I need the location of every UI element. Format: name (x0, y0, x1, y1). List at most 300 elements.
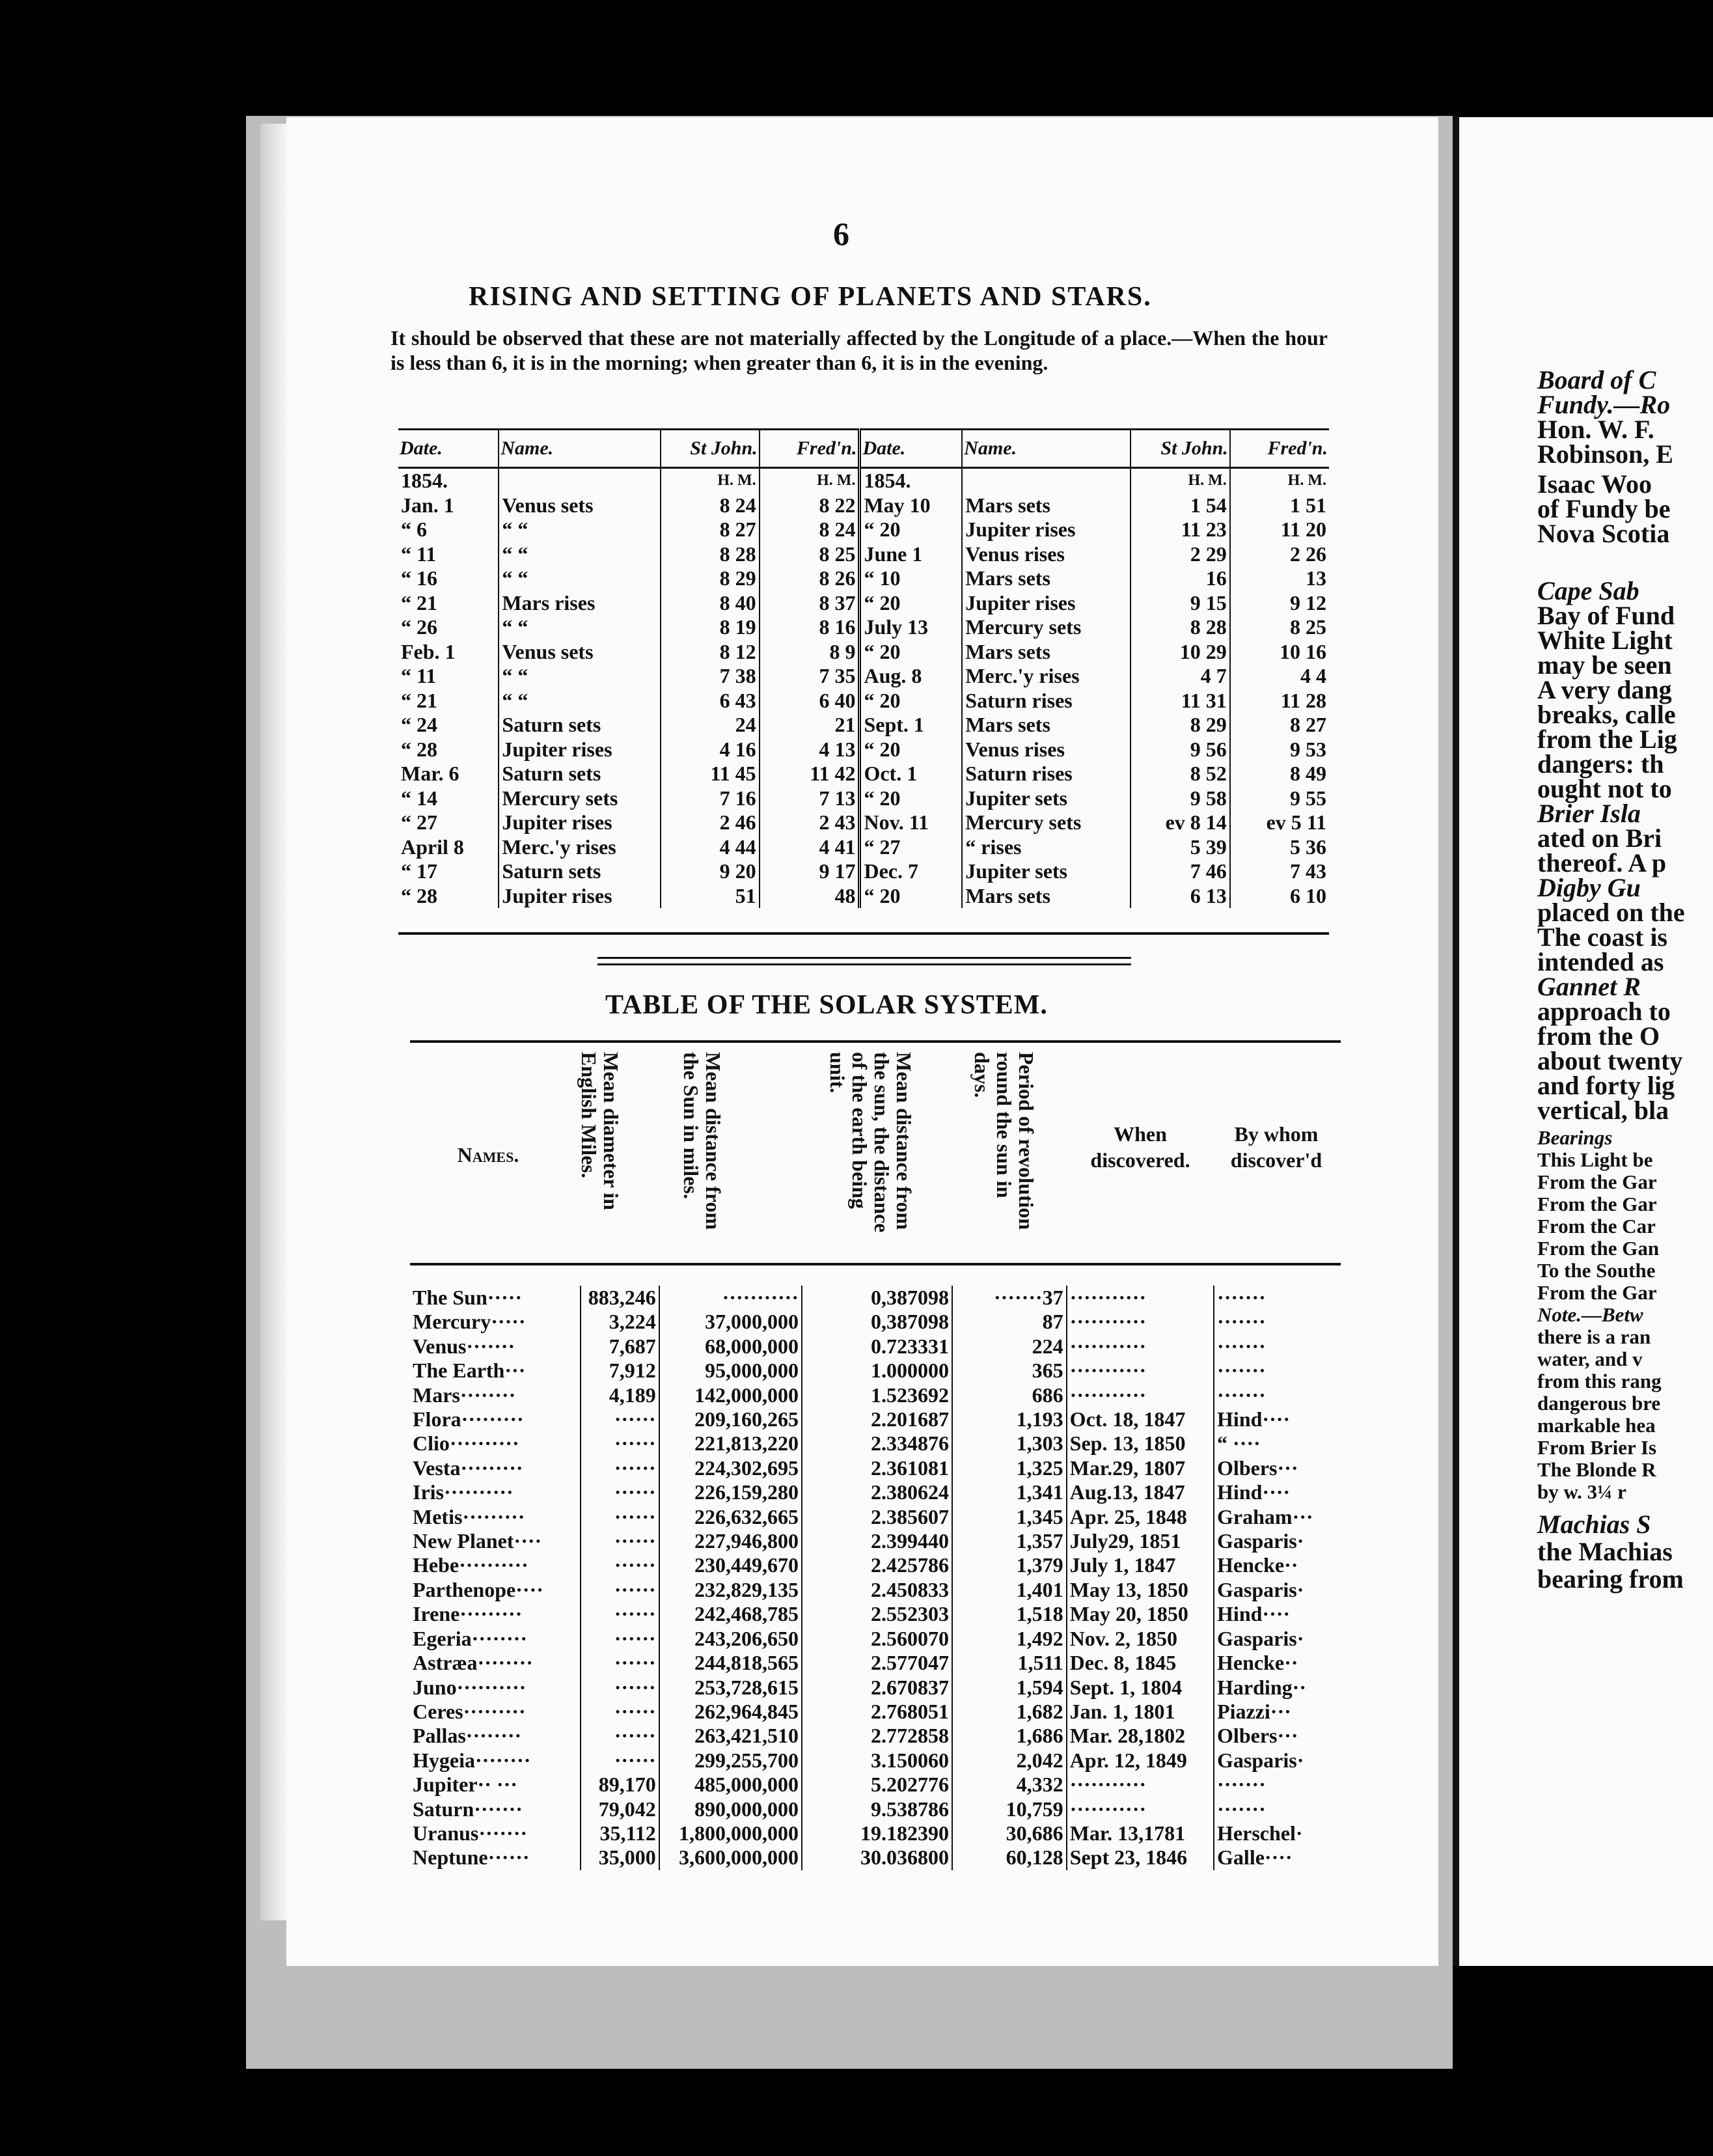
right-page-line: Cape Sab (1537, 576, 1639, 605)
cell-distance: 890,000,000 (659, 1797, 802, 1821)
cell-discoverer: Harding·· (1214, 1676, 1341, 1700)
planets-row (398, 566, 1329, 591)
cell-date-left: “ 6 (401, 518, 427, 541)
cell-date-right: “ 20 (864, 590, 901, 615)
cell-fredn-left: 8 37 (760, 591, 860, 616)
cell-period: 1,379 (952, 1553, 1067, 1577)
right-page-line: may be seen (1537, 650, 1672, 680)
planets-table (398, 428, 1329, 908)
right-page-line: From Brier Is (1537, 1436, 1657, 1459)
cell-when-discovered: Sept 23, 1846 (1067, 1845, 1214, 1870)
cell-distance: 244,818,565 (659, 1651, 802, 1675)
right-page-line: intended as (1537, 947, 1664, 976)
right-page-line: Machias S (1537, 1510, 1651, 1539)
cell-stjohn-left: 51 (661, 884, 759, 909)
cell-stjohn-right: 2 29 (1131, 542, 1230, 567)
cell-fredn-right: 10 16 (1230, 640, 1329, 665)
cell-diameter: 883,246 (581, 1286, 659, 1310)
cell-relative-distance: 0.723331 (802, 1334, 952, 1359)
cell-diameter: ······ (581, 1627, 659, 1651)
cell-distance: 226,159,280 (659, 1480, 802, 1504)
cell-distance: 263,421,510 (659, 1724, 802, 1748)
cell-distance: 68,000,000 (659, 1334, 802, 1359)
cell-date-left: “ 16 (401, 566, 437, 590)
planets-row (398, 738, 1329, 762)
cell-relative-distance: 2.450833 (802, 1578, 952, 1602)
cell-stjohn-right: 5 39 (1131, 835, 1230, 860)
header-relative: Mean distance from the sun, the distance of the earth being unit. (826, 1052, 916, 1233)
cell-diameter: ······ (581, 1578, 659, 1602)
cell-stjohn-left: 6 43 (661, 689, 759, 713)
header-fredn-right: Fred'n. (1230, 430, 1329, 468)
cell-name-right: Jupiter sets (962, 786, 1130, 811)
cell-period: 60,128 (952, 1845, 1067, 1870)
cell-date-right: “ 20 (864, 786, 901, 810)
cell-name-right: Mars sets (962, 640, 1130, 665)
cell-date-right: “ 10 (864, 566, 901, 590)
cell-name-left: Saturn sets (499, 762, 661, 786)
header-diameter: Mean diameter in English Miles. (577, 1052, 623, 1210)
cell-diameter: ······ (581, 1700, 659, 1724)
cell-relative-distance: 5.202776 (802, 1773, 952, 1797)
right-page-line: Robinson, E (1537, 439, 1673, 469)
page-number: 6 (833, 215, 849, 252)
cell-name: Ceres········· (413, 1699, 526, 1723)
cell-name-left: “ “ (499, 518, 661, 542)
right-page-line: from the O (1537, 1021, 1660, 1051)
cell-relative-distance: 0,387098 (802, 1310, 952, 1334)
cell-date-left: “ 21 (401, 688, 437, 712)
cell-relative-distance: 9.538786 (802, 1797, 952, 1821)
cell-discoverer: Olbers··· (1214, 1456, 1341, 1480)
cell-discoverer: Hind···· (1214, 1480, 1341, 1504)
cell-when-discovered: July29, 1851 (1067, 1529, 1214, 1553)
cell-fredn-right: ev 5 11 (1230, 810, 1329, 835)
cell-date-left: “ 28 (401, 883, 437, 907)
cell-relative-distance: 2.380624 (802, 1480, 952, 1504)
cell-relative-distance: 2.425786 (802, 1553, 952, 1577)
cell-name: Egeria········ (413, 1626, 528, 1650)
cell-name-right: Merc.'y rises (962, 664, 1130, 689)
cell-date-left: “ 27 (401, 810, 437, 834)
right-page-line: bearing from (1537, 1564, 1684, 1594)
cell-distance: 262,964,845 (659, 1700, 802, 1724)
right-page-line: Brier Isla (1537, 799, 1641, 828)
cell-date-left: “ 11 (401, 542, 437, 566)
cell-date-left: “ 24 (401, 713, 437, 736)
cell-stjohn-right: 11 23 (1131, 518, 1230, 542)
cell-period: 1,511 (952, 1651, 1067, 1675)
right-page-line: water, and v (1537, 1348, 1643, 1370)
cell-stjohn-right: 8 29 (1131, 713, 1230, 738)
cell-date-left: “ 28 (401, 737, 437, 761)
cell-stjohn-left: 8 27 (661, 518, 759, 542)
cell-distance: 224,302,695 (659, 1456, 802, 1480)
solar-row (410, 1845, 1341, 1870)
cell-fredn-right: 8 49 (1230, 762, 1329, 786)
cell-fredn-right: 9 12 (1230, 591, 1329, 616)
header-name-right: Name. (962, 430, 1130, 468)
cell-date-right: “ 20 (864, 688, 901, 712)
cell-discoverer: ······· (1214, 1286, 1341, 1310)
planets-row (398, 689, 1329, 713)
cell-distance: 3,600,000,000 (659, 1845, 802, 1870)
header-period: Period of revolution round the sun in days. (970, 1052, 1038, 1230)
cell-discoverer: Galle···· (1214, 1845, 1341, 1870)
cell-distance: 230,449,670 (659, 1553, 802, 1577)
cell-period: 1,341 (952, 1480, 1067, 1504)
cell-when-discovered: Mar. 13,1781 (1067, 1821, 1214, 1845)
cell-relative-distance: 1.523692 (802, 1383, 952, 1407)
planets-row (398, 810, 1329, 835)
cell-name: Juno·········· (413, 1675, 527, 1699)
cell-stjohn-right: 8 28 (1131, 615, 1230, 640)
header-distance: Mean distance from the Sun in miles. (679, 1052, 725, 1230)
solar-header-rule (410, 1263, 1341, 1265)
cell-relative-distance: 1.000000 (802, 1359, 952, 1383)
cell-fredn-left: 11 42 (760, 762, 860, 786)
cell-period: 1,518 (952, 1602, 1067, 1626)
cell-fredn-left: 7 13 (760, 786, 860, 811)
cell-discoverer: ······· (1214, 1359, 1341, 1383)
cell-fredn-left: 4 41 (760, 835, 860, 860)
planets-header-row (398, 430, 1329, 468)
solar-row (410, 1480, 1341, 1504)
cell-diameter: ······ (581, 1602, 659, 1626)
cell-period: 686 (952, 1383, 1067, 1407)
header-date-left: Date. (398, 430, 499, 468)
cell-fredn-left: 8 25 (760, 542, 860, 567)
right-page-line: From the Gar (1537, 1170, 1657, 1193)
cell-when-discovered: Aug.13, 1847 (1067, 1480, 1214, 1504)
cell-when-discovered: Dec. 8, 1845 (1067, 1651, 1214, 1675)
cell-date-left: “ 17 (401, 859, 437, 883)
cell-when-discovered: Mar. 28,1802 (1067, 1724, 1214, 1748)
solar-row (410, 1651, 1341, 1675)
cell-diameter: 79,042 (581, 1797, 659, 1821)
cell-discoverer: Gasparis· (1214, 1578, 1341, 1602)
cell-fredn-left: 4 13 (760, 738, 860, 762)
cell-relative-distance: 2.577047 (802, 1651, 952, 1675)
cell-stjohn-left: 9 20 (661, 859, 759, 884)
blank-cell (499, 468, 661, 493)
cell-fredn-right: 9 53 (1230, 738, 1329, 762)
cell-relative-distance: 30.036800 (802, 1845, 952, 1870)
cell-date-left: April 8 (401, 835, 464, 859)
cell-fredn-right: 8 27 (1230, 713, 1329, 738)
cell-period: 1,594 (952, 1676, 1067, 1700)
right-page-line: dangers: th (1537, 749, 1664, 779)
cell-name-right: Jupiter sets (962, 859, 1130, 884)
cell-distance: 232,829,135 (659, 1578, 802, 1602)
planets-row (398, 542, 1329, 567)
cell-diameter: ······ (581, 1431, 659, 1456)
solar-title: TABLE OF THE SOLAR SYSTEM. (605, 990, 1048, 1020)
cell-name-right: Jupiter rises (962, 591, 1130, 616)
cell-name: New Planet···· (413, 1529, 542, 1553)
cell-when-discovered: ··········· (1067, 1383, 1214, 1407)
cell-discoverer: Gasparis· (1214, 1748, 1341, 1773)
right-page-line: This Light be (1537, 1148, 1653, 1171)
cell-stjohn-left: 8 29 (661, 566, 759, 591)
cell-relative-distance: 2.768051 (802, 1700, 952, 1724)
cell-diameter: 89,170 (581, 1773, 659, 1797)
cell-stjohn-left: 4 44 (661, 835, 759, 860)
cell-date-right: May 10 (864, 493, 931, 517)
cell-diameter: 4,189 (581, 1383, 659, 1407)
cell-discoverer: “ ···· (1214, 1431, 1341, 1456)
cell-period: 1,193 (952, 1407, 1067, 1431)
solar-header (410, 1044, 1341, 1259)
cell-discoverer: ······· (1214, 1773, 1341, 1797)
right-page-line: Bearings (1537, 1126, 1613, 1149)
cell-name-left: Jupiter rises (499, 884, 661, 909)
right-page-line: about twenty (1537, 1046, 1683, 1075)
cell-fredn-left: 6 40 (760, 689, 860, 713)
planets-row (398, 859, 1329, 884)
right-page-line: by w. 3¼ r (1537, 1480, 1626, 1503)
cell-name-left: Jupiter rises (499, 810, 661, 835)
cell-name-right: Saturn rises (962, 762, 1130, 786)
planets-row (398, 762, 1329, 786)
cell-date-right: Aug. 8 (864, 664, 922, 687)
header-stjohn-right: St John. (1131, 430, 1230, 468)
cell-stjohn-left: 4 16 (661, 738, 759, 762)
header-date-right: Date. (860, 430, 962, 468)
solar-row (410, 1578, 1341, 1602)
cell-fredn-right: 11 28 (1230, 689, 1329, 713)
cell-period: 1,686 (952, 1724, 1067, 1748)
cell-name-left: “ “ (499, 689, 661, 713)
planets-bottom-rule (398, 932, 1329, 935)
cell-name: Astræa········ (413, 1651, 533, 1675)
cell-name-right: Venus rises (962, 542, 1130, 567)
cell-relative-distance: 2.361081 (802, 1456, 952, 1480)
cell-period: 30,686 (952, 1821, 1067, 1845)
cell-stjohn-left: 8 40 (661, 591, 759, 616)
cell-date-left: Feb. 1 (401, 639, 456, 663)
cell-date-left: “ 11 (401, 664, 437, 687)
cell-period: 365 (952, 1359, 1067, 1383)
right-page-line: From the Gan (1537, 1237, 1660, 1260)
cell-fredn-right: 13 (1230, 566, 1329, 591)
cell-name: Mercury····· (413, 1310, 526, 1334)
cell-name: Hebe·········· (413, 1553, 528, 1577)
cell-stjohn-right: 9 58 (1131, 786, 1230, 811)
cell-fredn-right: 4 4 (1230, 664, 1329, 689)
cell-distance: 485,000,000 (659, 1773, 802, 1797)
cell-diameter: ······ (581, 1480, 659, 1504)
cell-distance: 209,160,265 (659, 1407, 802, 1431)
cell-when-discovered: ··········· (1067, 1797, 1214, 1821)
cell-date-right: “ 20 (864, 883, 901, 907)
cell-stjohn-right: 8 52 (1131, 762, 1230, 786)
solar-row (410, 1383, 1341, 1407)
cell-distance: 226,632,665 (659, 1505, 802, 1529)
cell-name: Irene········· (413, 1602, 523, 1626)
cell-diameter: ······ (581, 1676, 659, 1700)
double-rule-bottom (597, 963, 1131, 965)
cell-name: Iris·········· (413, 1480, 514, 1504)
cell-period: ·······37 (952, 1286, 1067, 1310)
cell-period: 1,345 (952, 1505, 1067, 1529)
cell-when-discovered: Mar.29, 1807 (1067, 1456, 1214, 1480)
planets-row (398, 713, 1329, 738)
cell-date-right: Nov. 11 (864, 810, 929, 834)
cell-name-left: “ “ (499, 615, 661, 640)
cell-relative-distance: 2.560070 (802, 1627, 952, 1651)
cell-distance: ··········· (659, 1286, 802, 1310)
cell-name: Metis········· (413, 1504, 525, 1528)
cell-name-left: Mercury sets (499, 786, 661, 811)
cell-date-left: “ 21 (401, 590, 437, 615)
cell-name-right: Mercury sets (962, 615, 1130, 640)
cell-stjohn-left: 8 24 (661, 493, 759, 518)
cell-stjohn-left: 8 12 (661, 640, 759, 665)
right-page-line: The Blonde R (1537, 1458, 1656, 1481)
header-when: When discovered. (1090, 1122, 1190, 1172)
cell-name-right: Mars sets (962, 884, 1130, 909)
cell-when-discovered: Apr. 25, 1848 (1067, 1505, 1214, 1529)
cell-name: Neptune······ (413, 1845, 530, 1870)
solar-row (410, 1797, 1341, 1821)
cell-stjohn-right: ev 8 14 (1131, 810, 1230, 835)
cell-stjohn-right: 4 7 (1131, 664, 1230, 689)
cell-stjohn-right: 7 46 (1131, 859, 1230, 884)
planets-row (398, 615, 1329, 640)
cell-stjohn-left: 24 (661, 713, 759, 738)
cell-fredn-right: 8 25 (1230, 615, 1329, 640)
cell-name: Pallas········ (413, 1724, 522, 1748)
cell-distance: 253,728,615 (659, 1676, 802, 1700)
cell-period: 2,042 (952, 1748, 1067, 1773)
cell-name: Mars········ (413, 1383, 516, 1407)
cell-fredn-right: 1 51 (1230, 493, 1329, 518)
solar-row (410, 1286, 1341, 1310)
cell-discoverer: Graham··· (1214, 1505, 1341, 1529)
right-page-line: Nova Scotia (1537, 519, 1670, 548)
year-right: 1854. (864, 469, 911, 492)
cell-distance: 299,255,700 (659, 1748, 802, 1773)
cell-stjohn-left: 8 28 (661, 542, 759, 567)
right-page-line: of Fundy be (1537, 494, 1671, 523)
cell-when-discovered: ··········· (1067, 1773, 1214, 1797)
cell-fredn-left: 8 16 (760, 615, 860, 640)
right-page-line: Note.—Betw (1537, 1303, 1643, 1326)
cell-fredn-left: 8 26 (760, 566, 860, 591)
cell-when-discovered: Sep. 13, 1850 (1067, 1431, 1214, 1456)
cell-name-left: Merc.'y rises (499, 835, 661, 860)
cell-when-discovered: Jan. 1, 1801 (1067, 1700, 1214, 1724)
cell-discoverer: Hind···· (1214, 1407, 1341, 1431)
cell-when-discovered: ··········· (1067, 1359, 1214, 1383)
cell-fredn-right: 9 55 (1230, 786, 1329, 811)
cell-stjohn-left: 7 38 (661, 664, 759, 689)
cell-period: 1,303 (952, 1431, 1067, 1456)
cell-distance: 227,946,800 (659, 1529, 802, 1553)
cell-name: Parthenope···· (413, 1577, 543, 1601)
cell-date-right: Dec. 7 (864, 859, 918, 883)
right-page (1453, 117, 1713, 1966)
right-page-line: breaks, calle (1537, 700, 1676, 729)
solar-row (410, 1724, 1341, 1748)
cell-name-right: Venus rises (962, 738, 1130, 762)
cell-date-right: “ 27 (864, 835, 901, 859)
hm-label: H. M. (661, 468, 759, 493)
right-page-line: vertical, bla (1537, 1096, 1669, 1125)
cell-name-right: Jupiter rises (962, 518, 1130, 542)
header-stjohn-left: St John. (661, 430, 759, 468)
cell-when-discovered: ··········· (1067, 1310, 1214, 1334)
header-names: Names. (457, 1143, 519, 1167)
solar-row (410, 1602, 1341, 1626)
solar-row (410, 1310, 1341, 1334)
cell-diameter: ······ (581, 1505, 659, 1529)
header-fredn-left: Fred'n. (760, 430, 860, 468)
cell-name-right: Mars sets (962, 713, 1130, 738)
cell-name-right: Mars sets (962, 566, 1130, 591)
cell-relative-distance: 19.182390 (802, 1821, 952, 1845)
cell-period: 4,332 (952, 1773, 1067, 1797)
cell-relative-distance: 2.399440 (802, 1529, 952, 1553)
solar-row (410, 1431, 1341, 1456)
header-who: By whom discover'd (1230, 1122, 1322, 1172)
cell-relative-distance: 3.150060 (802, 1748, 952, 1773)
right-page-line: From the Gar (1537, 1281, 1657, 1304)
solar-row (410, 1676, 1341, 1700)
right-page-line: From the Car (1537, 1215, 1656, 1237)
cell-stjohn-right: 16 (1131, 566, 1230, 591)
cell-name-left: Saturn sets (499, 859, 661, 884)
cell-date-right: Sept. 1 (864, 713, 924, 736)
hm-label: H. M. (1230, 468, 1329, 493)
cell-fredn-left: 21 (760, 713, 860, 738)
right-page-line: Fundy.—Ro (1537, 390, 1671, 419)
cell-name-right: Mars sets (962, 493, 1130, 518)
cell-diameter: 7,912 (581, 1359, 659, 1383)
cell-distance: 95,000,000 (659, 1359, 802, 1383)
solar-top-rule (410, 1040, 1341, 1043)
right-page-line: thereof. A p (1537, 848, 1667, 878)
cell-discoverer: ······· (1214, 1797, 1341, 1821)
cell-discoverer: Hind···· (1214, 1602, 1341, 1626)
solar-row (410, 1456, 1341, 1480)
cell-diameter: ······ (581, 1456, 659, 1480)
cell-date-right: Oct. 1 (864, 762, 918, 785)
cell-name-right: “ rises (962, 835, 1130, 860)
planets-year-row (398, 468, 1329, 493)
planets-row (398, 640, 1329, 665)
solar-row (410, 1748, 1341, 1773)
cell-distance: 243,206,650 (659, 1627, 802, 1651)
cell-fredn-right: 6 10 (1230, 884, 1329, 909)
cell-name: The Sun····· (413, 1286, 523, 1309)
cell-relative-distance: 0,387098 (802, 1286, 952, 1310)
planets-row (398, 518, 1329, 542)
cell-name-left: “ “ (499, 542, 661, 567)
hm-label: H. M. (1131, 468, 1230, 493)
cell-fredn-left: 7 35 (760, 664, 860, 689)
planets-row (398, 835, 1329, 860)
cell-date-left: Jan. 1 (401, 493, 454, 517)
planets-row (398, 664, 1329, 689)
cell-name: Vesta········· (413, 1456, 523, 1480)
cell-fredn-right: 2 26 (1230, 542, 1329, 567)
right-page-line: White Light (1537, 626, 1673, 655)
blank-cell (962, 468, 1130, 493)
cell-relative-distance: 2.670837 (802, 1676, 952, 1700)
cell-discoverer: Gasparis· (1214, 1627, 1341, 1651)
